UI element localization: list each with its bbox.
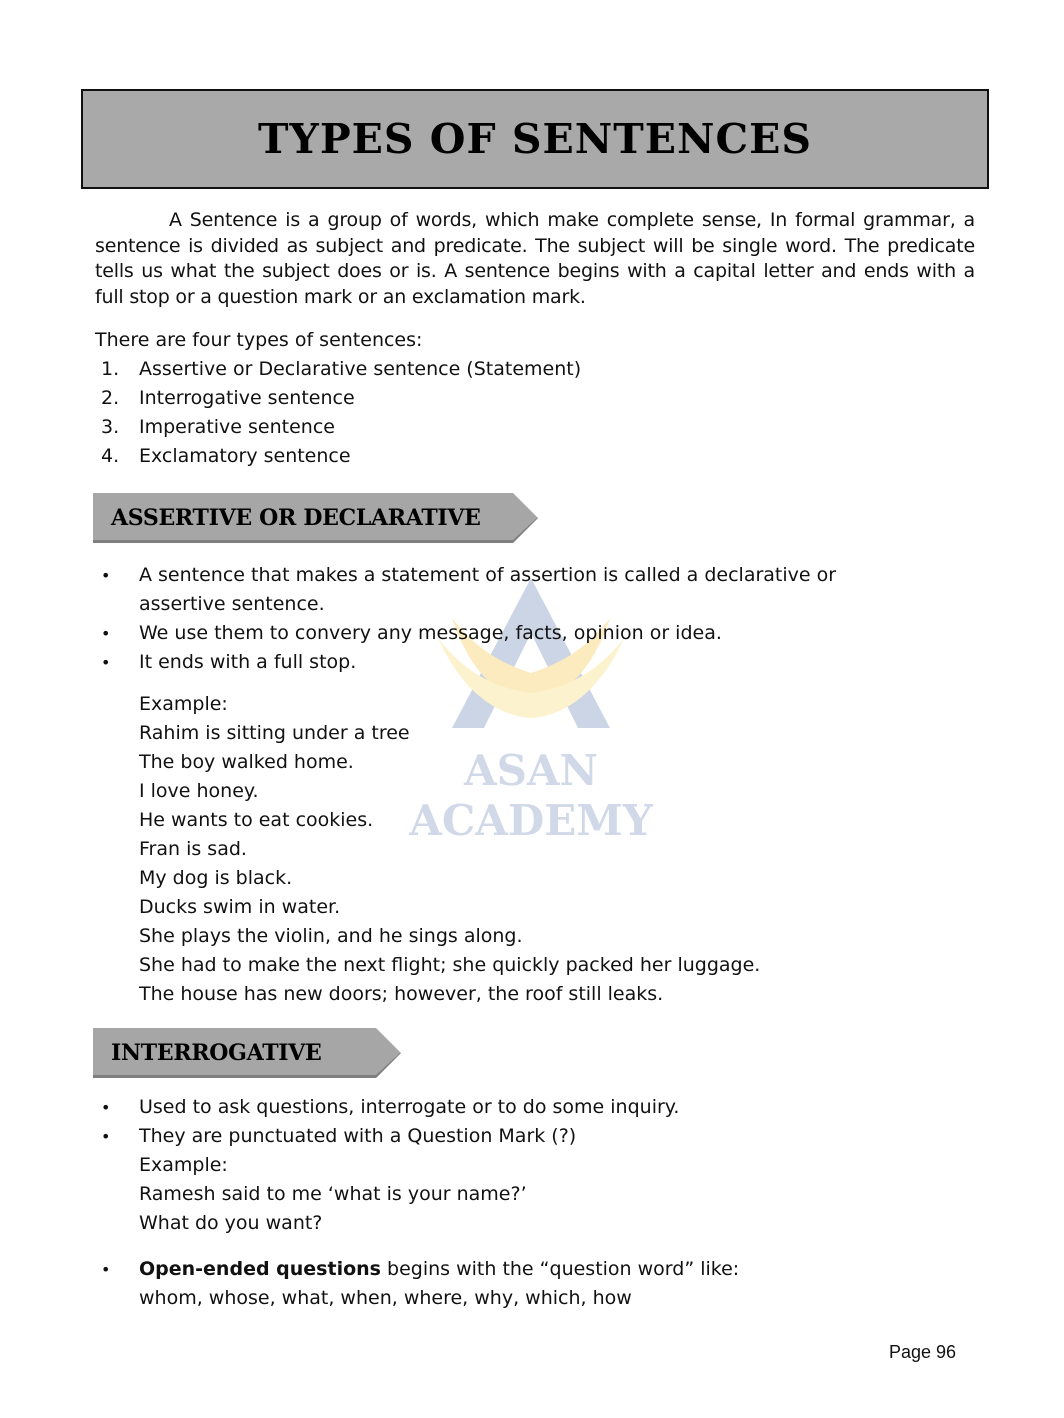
example-line: Rahim is sitting under a tree: [139, 722, 410, 744]
assertive-bullets: [95, 561, 915, 677]
list-number: 4.: [101, 445, 120, 467]
example-line: The house has new doors; however, the roof still leaks.: [139, 983, 664, 1005]
interrogative-heading-banner: [93, 1028, 401, 1078]
title-box: [81, 89, 989, 189]
example-line: The boy walked home.: [139, 751, 354, 773]
types-list-item: [95, 355, 581, 384]
assertive-examples: [139, 690, 760, 1009]
bullet-item: • It ends with a full stop.: [95, 648, 915, 677]
interrogative-heading: INTERROGATIVE: [111, 1040, 322, 1066]
types-list-item: [95, 442, 581, 471]
page-title: TYPES OF SENTENCES: [258, 115, 812, 163]
list-text: Exclamatory sentence: [139, 445, 351, 467]
open-ended-text: begins with the “question word” like:: [380, 1258, 740, 1280]
bullet-item: [95, 1255, 915, 1284]
bullet-item: • Used to ask questions, interrogate or to do some inquiry.: [95, 1093, 915, 1122]
intro-paragraph: A Sentence is a group of words, which make complete sense, In formal grammar, a sentence is divided as subject and predicate. The subject will be single word. The predicate tells us what the subject does or is. A sentence begins with a capital letter and ends with a full stop or a question mark or an exclamation mark.: [95, 209, 975, 308]
example-line: Ramesh said to me ‘what is your name?’: [139, 1183, 527, 1205]
page-number: Page 96: [889, 1342, 957, 1362]
interrogative-bullets: [95, 1093, 915, 1151]
list-number: 1.: [101, 358, 120, 380]
list-number: 3.: [101, 416, 120, 438]
bullet-item: • We use them to convery any message, facts, opinion or idea.: [95, 619, 915, 648]
example-label: Example:: [139, 693, 228, 715]
list-text: Interrogative sentence: [139, 387, 355, 409]
bullet-item: • They are punctuated with a Question Mark (?): [95, 1122, 915, 1151]
open-ended-bullet: [95, 1255, 915, 1284]
interrogative-examples: [139, 1151, 527, 1238]
types-list: [95, 355, 581, 471]
watermark-line1: ASAN: [464, 746, 598, 795]
watermark-line2: ACADEMY: [409, 796, 653, 845]
open-ended-term: Open-ended questions: [139, 1258, 381, 1280]
example-label: Example:: [139, 1154, 228, 1176]
example-line: My dog is black.: [139, 867, 293, 889]
bullet-item: • A sentence that makes a statement of assertion is called a declarative or assertive sentence.: [95, 561, 915, 619]
assertive-heading: ASSERTIVE OR DECLARATIVE: [111, 505, 481, 531]
example-line: Fran is sad.: [139, 838, 247, 860]
example-line: She had to make the next flight; she quickly packed her luggage.: [139, 954, 761, 976]
example-line: I love honey.: [139, 780, 259, 802]
example-line: He wants to eat cookies.: [139, 809, 374, 831]
types-list-item: [95, 384, 581, 413]
question-words-line: whom, whose, what, when, where, why, which, how: [139, 1287, 632, 1309]
types-list-item: [95, 413, 581, 442]
list-number: 2.: [101, 387, 120, 409]
example-line: Ducks swim in water.: [139, 896, 341, 918]
list-text: Imperative sentence: [139, 416, 335, 438]
types-lead: There are four types of sentences:: [95, 329, 423, 351]
question-words: [139, 1284, 632, 1313]
example-line: What do you want?: [139, 1212, 323, 1234]
example-line: She plays the violin, and he sings along.: [139, 925, 523, 947]
assertive-heading-banner: [93, 493, 538, 543]
list-text: Assertive or Declarative sentence (Statement): [139, 358, 582, 380]
